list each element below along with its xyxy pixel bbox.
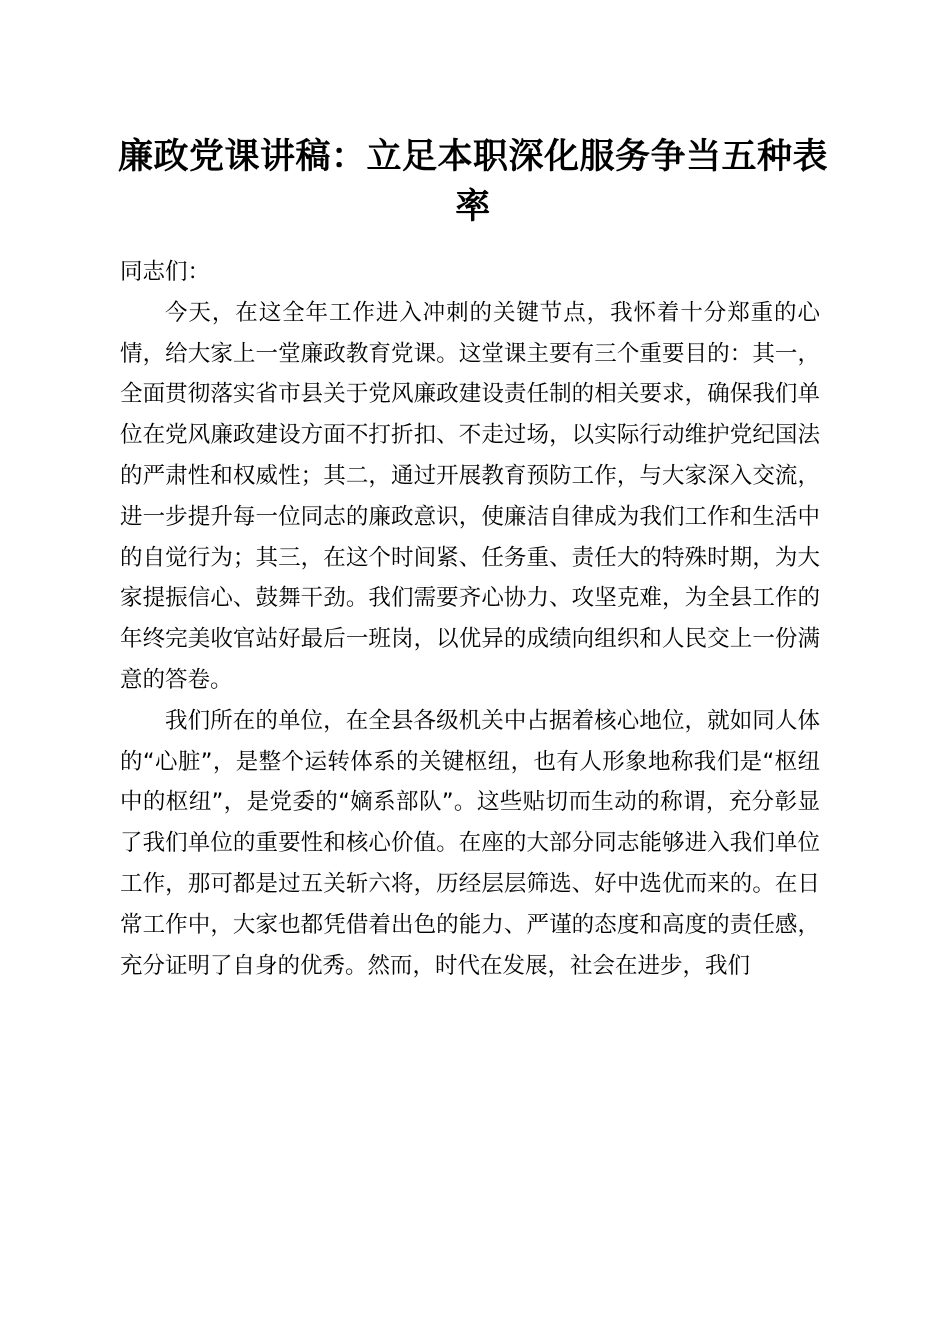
salutation: 同志们： <box>120 259 211 285</box>
paragraph-2: 我们所在的单位，在全县各级机关中占据着核心地位，就如同人体的“心脏”，是整个运转体系的关键枢纽，也有人形象地称我们是“枢纽中的枢纽”，是党委的“嫡系部队”。这些贴切而生动的称谓，充分彰显了我们单位的重要性和核心价值。在座的大部分同志能够进入我们单位工作，那可都是过五关斩六将，历经层层筛选、好中选优而来的。在日常工作中，大家也都凭借着出色的能力、严谨的态度和高度的责任感，充分证明了自身的优秀。然而，时代在发展，社会在进步，我们 <box>120 707 820 979</box>
paragraph-1: 今天，在这全年工作进入冲刺的关键节点，我怀着十分郑重的心情，给大家上一堂廉政教育党课。这堂课主要有三个重要目的：其一，全面贯彻落实省市县关于党风廉政建设责任制的相关要求，确保我们单位在党风廉政建设方面不打折扣、不走过场，以实际行动维护党纪国法的严肃性和权威性；其二，通过开展教育预防工作，与大家深入交流，进一步提升每一位同志的廉政意识，使廉洁自律成为我们工作和生活中的自觉行为；其三，在这个时间紧、任务重、责任大的特殊时期，为大家提振信心、鼓舞干劲。我们需要齐心协力、攻坚克难，为全县工作的年终完美收官站好最后一班岗，以优异的成绩向组织和人民交上一份满意的答卷。 <box>120 299 820 693</box>
document-body <box>120 252 820 986</box>
document-title: 廉政党课讲稿：立足本职深化服务争当五种表率 <box>118 136 829 227</box>
